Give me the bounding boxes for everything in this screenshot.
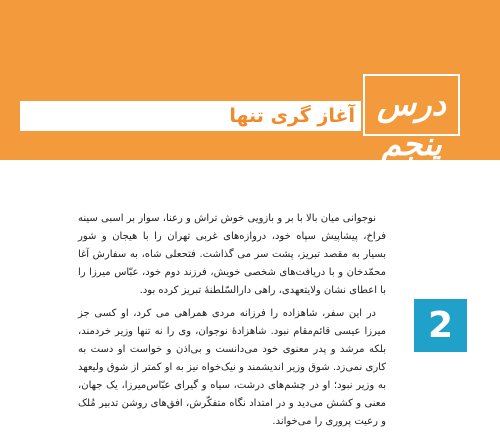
lesson-label-box xyxy=(363,74,460,163)
paragraph-1: نوجوانی میان بالا با بر و بازویی خوش تراش و رعنا، سوار بر اسبی سینه فراخ، پیشاپیش سپاه خود، دروازه‌های غربی تهران را با هیجان و شور بسیار به مقصد تبریز، پشت سر می گذاشت. فتحعلی شاه، به سفارش آغا محمّدخان و با دریافت‌های شخصی خویش، فرزند دوم خود، عبّاس میرزا را با اعطای نشان ولایتعهدی، راهی دارالسّلطنهٔ تبریز کرده بود. xyxy=(78,213,386,296)
chapter-title: آغاز گری تنها xyxy=(229,105,355,127)
lesson-number-badge: 2 xyxy=(414,299,467,352)
lesson-label: درس پنجم xyxy=(377,85,446,163)
body-text xyxy=(78,210,386,436)
chapter-title-bar xyxy=(20,101,361,131)
paragraph-2: در این سفر، شاهزاده را فرزانه مردی همراهی می کرد، او کسی جز میرزا عیسی قائم‌مقام نبود. شاهزادهٔ نوجوان، وی را نه تنها وزیر خردمند، بلکه مرشد و پدر معنوی خود می‌دانست و بی‌اذن و خواست او دست به کاری نمی‌زد. شوق وزیر اندیشمند و نیک‌خواه نیز به او کمتر از شوق ولیعهد به وزیر نبود؛ او در چشم‌های درشت، سیاه و گیرای عبّاس‌میرزا، یک جهان، معنی و کشش می‌دید و در امتداد نگاه متفکّرش، افق‌های روشن تدبیر مُلک و رعیت پروری را می‌خواند. xyxy=(78,308,386,427)
